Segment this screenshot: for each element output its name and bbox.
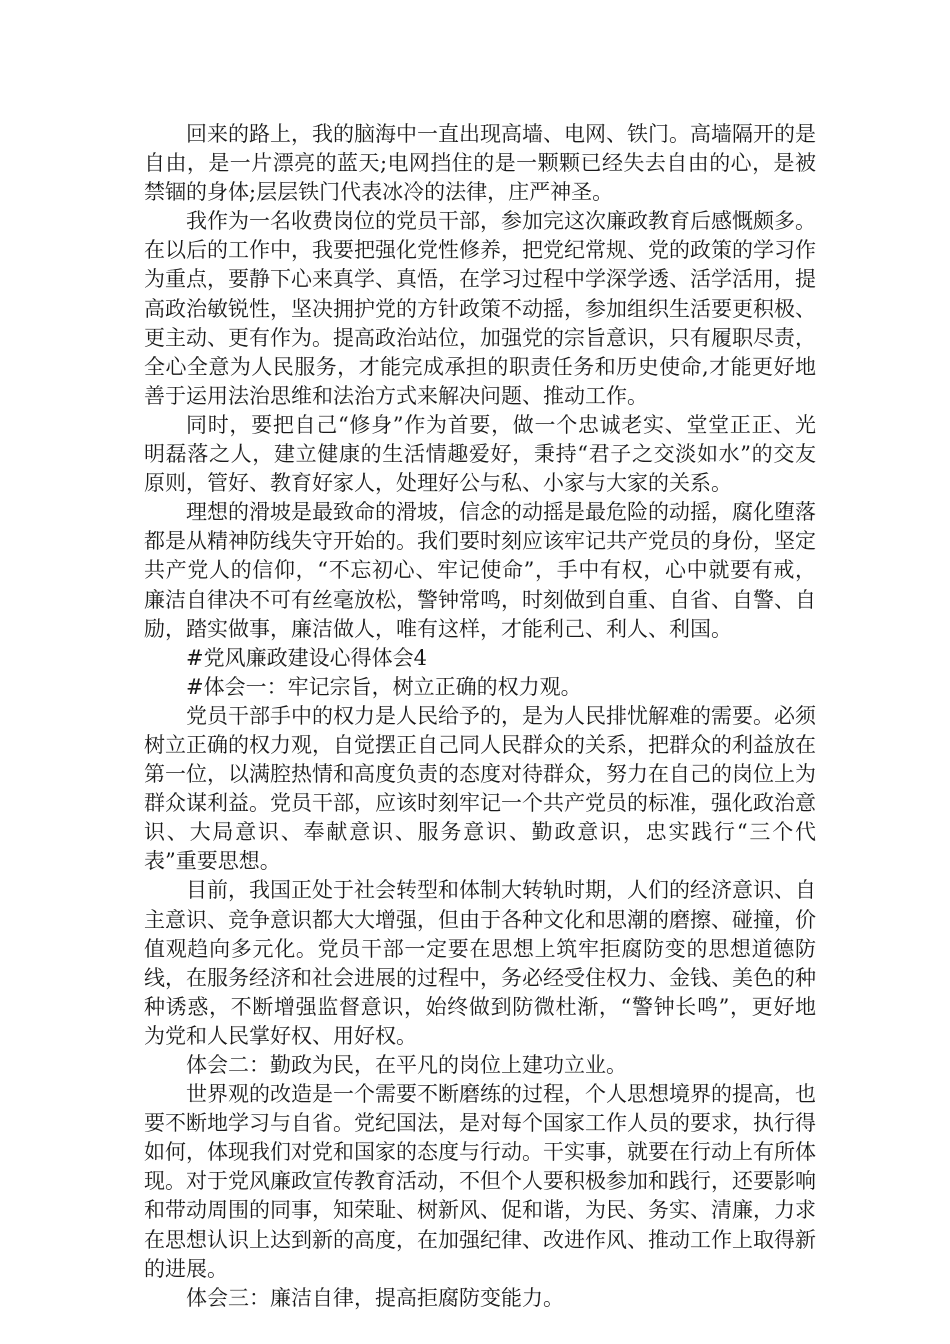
section-heading-4: #党风廉政建设心得体会4 (186, 645, 427, 670)
subheading-lesson-one: #体会一：牢记宗旨，树立正确的权力观。 (186, 674, 582, 699)
paragraph-social-transition: 目前，我国正处于社会转型和体制大转轨时期，人们的经济意识、自主意识、竞争意识都大大增强，但由于各种文化和思潮的磨擦、碰撞，价值观趋向多元化。党员干部一定要在思想上筑牢拒腐防变的思想道德防线，在服务经济和社会进展的过程中，务必经受住权力、金钱、美色的种种诱惑，不断增强监督意识，始终做到防微杜渐，“警钟长鸣”，更好地为党和人民掌好权、用好权。 (144, 878, 816, 1048)
paragraph-power-from-people: 党员干部手中的权力是人民给予的，是为人民排忧解难的需要。必须树立正确的权力观，自觉摆正自己同人民群众的关系，把群众的利益放在第一位，以满腔热情和高度负责的态度对待群众，努力在自己的岗位上为群众谋利益。党员干部，应该时刻牢记一个共产党员的标准，强化政治意识、大局意识、奉献意识、服务意识、勤政意识，忠实践行“三个代表”重要思想。 (144, 703, 816, 874)
subheading-lesson-two: 体会二：勤政为民，在平凡的岗位上建功立业。 (186, 1053, 627, 1077)
subheading-lesson-three: 体会三：廉洁自律，提高拒腐防变能力。 (186, 1285, 564, 1310)
paragraph-self-cultivation: 同时，要把自己“修身”作为首要，做一个忠诚老实、堂堂正正、光明磊落之人，建立健康的生活情趣爱好，秉持“君子之交淡如水”的交友原则，管好、教育好家人，处理好公与私、小家与大家的关系。 (144, 412, 816, 496)
paragraph-toll-post-reflection: 我作为一名收费岗位的党员干部，参加完这次廉政教育后感慨颇多。在以后的工作中，我要把强化党性修养，把党纪常规、党的政策的学习作为重点，要静下心来真学、真悟，在学习过程中学深学透、活学活用，提高政治敏锐性，坚决拥护党的方针政策不动摇，参加组织生活要更积极、更主动、更有作为。提高政治站位，加强党的宗旨意识，只有履职尽责，全心全意为人民服务，才能完成承担的职责任务和历史使命,才能更好地善于运用法治思维和法治方式来解决问题、推动工作。 (144, 209, 816, 408)
paragraph-ideals-and-beliefs: 理想的滑坡是最致命的滑坡，信念的动摇是最危险的动摇，腐化堕落都是从精神防线失守开始的。我们要时刻应该牢记共产党员的身份，坚定共产党人的信仰，“不忘初心、牢记使命”，手中有权，心中就要有戒，廉洁自律决不可有丝毫放松，警钟常鸣，时刻做到自重、自省、自警、自励，踏实做事，廉洁做人，唯有这样，才能利己、利人、利国。 (144, 500, 816, 641)
paragraph-worldview-reform: 世界观的改造是一个需要不断磨练的过程，个人思想境界的提高，也要不断地学习与自省。党纪国法，是对每个国家工作人员的要求，执行得如何，体现我们对党和国家的态度与行动。干实事，就要在行动上有所体现。对于党风廉政宣传教育活动，不但个人要积极参加和践行，还要影响和带动周围的同事，知荣耻、树新风、促和谐，为民、务实、清廉，力求在思想认识上达到新的高度，在加强纪律、改进作风、推动工作上取得新的进展。 (144, 1082, 816, 1281)
document-body (144, 120, 816, 1313)
paragraph-return-journey: 回来的路上，我的脑海中一直出现高墙、电网、铁门。高墙隔开的是自由，是一片漂亮的蓝天;电网挡住的是一颗颗已经失去自由的心，是被禁锢的身体;层层铁门代表冰冷的法律，庄严神圣。 (144, 122, 816, 205)
